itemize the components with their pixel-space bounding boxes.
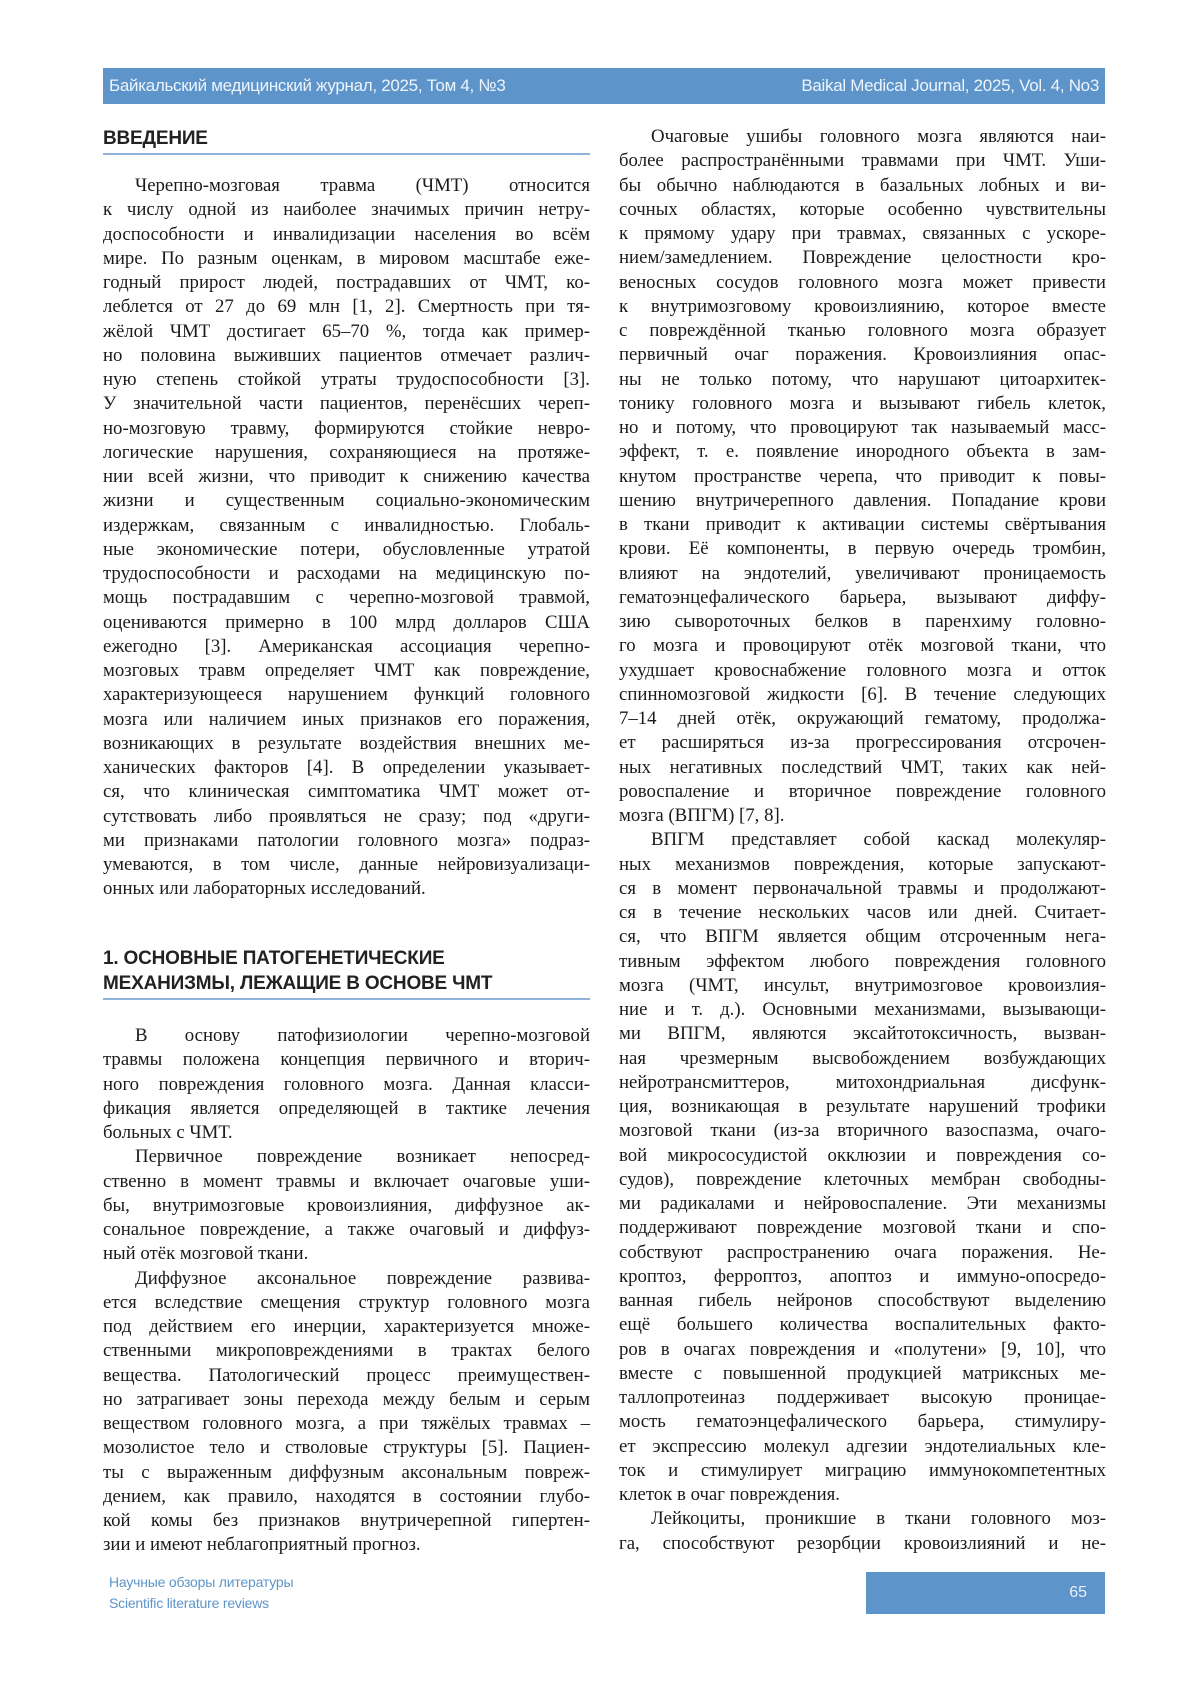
text-line: веществом головного мозга, а при тяжёлых травмах –	[103, 1413, 590, 1434]
paragraph	[103, 1267, 590, 1558]
text-line: ные экономические потери, обусловленные утратой	[103, 538, 590, 560]
text-line: мозговых травм определяет ЧМТ как повреждение,	[103, 660, 590, 681]
text-line: нии всей жизни, что приводит к снижению качества	[103, 466, 590, 487]
text-line: но половина выживших пациентов отмечает различ-	[103, 344, 590, 366]
text-line: ся в течение нескольких часов или дней. Считает-	[619, 902, 1106, 923]
text-line: зии и имеют неблагоприятный прогноз.	[103, 1534, 421, 1556]
page-number: 65	[1069, 1584, 1087, 1601]
text-line: Черепно-мозговая травма (ЧМТ) относится	[135, 175, 590, 196]
text-line: сутствовать либо проявляться не сразу; под «други-	[103, 805, 590, 827]
text-line: сочных областях, которые особенно чувствительны	[619, 198, 1106, 220]
text-line: возникающих в результате воздействия внешних ме-	[103, 732, 590, 754]
text-line: ную степень стойкой утраты трудоспособности [3].	[103, 369, 590, 390]
paragraph	[103, 1024, 590, 1145]
text-line: ет расширяться из-за прогрессирования отсрочен-	[619, 732, 1106, 754]
text-line: с повреждённой тканью головного мозга образует	[619, 320, 1106, 341]
text-line: фикация является определяющей в тактике лечения	[103, 1097, 590, 1119]
text-line: ственными микроповреждениями в трактах белого	[103, 1340, 590, 1362]
text-line: мозговой ткани (из-за вторичного вазоспазма, очаго-	[619, 1120, 1106, 1142]
text-line: эффект, т. е. появление инородного объекта в зам-	[619, 441, 1106, 463]
text-line: дением, как правило, находятся в состоянии глубо-	[103, 1485, 590, 1507]
text-line: ся, что ВПГМ является общим отсроченным нега-	[619, 926, 1106, 948]
text-line: жизни и существенным социально-экономическим	[103, 490, 590, 512]
text-line: ты с выраженным диффузным аксональным повреж-	[103, 1461, 590, 1483]
paragraph	[619, 1507, 1106, 1556]
text-line: умеваются, в том числе, данные нейровизуализаци-	[103, 854, 590, 875]
text-line: в ткани приводит к активации системы свёртывания	[619, 514, 1106, 535]
text-line: ми радикалами и нейровоспаление. Эти механизмы	[619, 1193, 1106, 1214]
text-line: ми ВПГМ, являются эксайтотоксичность, вызван-	[619, 1023, 1106, 1045]
text-line: логические нарушения, сохраняющиеся на протяже-	[103, 441, 590, 463]
text-line: ция, возникающая в результате нарушений трофики	[619, 1096, 1106, 1117]
text-line: сональное повреждение, а также очаговый и диффуз-	[103, 1219, 590, 1240]
text-line: У значительной части пациентов, перенёсших череп-	[103, 393, 590, 415]
paragraph	[619, 828, 1106, 1507]
text-line: ных негативных последствий ЧМТ, таких как ней-	[619, 756, 1106, 778]
text-line: но затрагивает зоны перехода между белым и серым	[103, 1388, 590, 1410]
paragraph	[103, 1145, 590, 1266]
text-line: мозга (ВПГМ) [7, 8].	[619, 805, 785, 826]
text-line: к числу одной из наиболее значимых причин нетру-	[103, 199, 590, 221]
text-line: мозолистое тело и стволовые структуры [5]. Пациен-	[103, 1437, 590, 1459]
text-line: тонику головного мозга и вызывают гибель клеток,	[619, 392, 1106, 414]
text-line: доспособности и инвалидизации населения во всём	[103, 223, 590, 245]
text-line: больных с ЧМТ.	[103, 1122, 233, 1143]
intro-heading: ВВЕДЕНИЕ	[103, 126, 590, 155]
text-line: 7–14 дней отёк, окружающий гематому, продолжа-	[619, 708, 1106, 729]
text-line: ный отёк мозговой ткани.	[103, 1243, 309, 1265]
text-line: кнутом пространстве черепа, что приводит к повы-	[619, 465, 1106, 487]
section-heading	[103, 946, 590, 1000]
text-line: мире. По разным оценкам, в мировом масштабе еже-	[103, 247, 590, 269]
text-line: зию сывороточных белков в паренхиму головно-	[619, 611, 1106, 632]
text-line: ние и т. д.). Основными механизмами, вызывающи-	[619, 999, 1106, 1020]
text-line: издержкам, связанным с инвалидностью. Глобаль-	[103, 514, 590, 536]
text-line: поддерживают повреждение мозговой ткани и спо-	[619, 1217, 1106, 1239]
text-line: ров в очагах повреждения и «полутени» [9, 10], что	[619, 1338, 1106, 1360]
paragraph	[103, 174, 590, 902]
text-line: ственно в момент травмы и включает очаговые уши-	[103, 1170, 590, 1192]
text-line: но-мозговую травму, формируются стойкие невро-	[103, 417, 590, 439]
right-column-text	[619, 125, 1106, 1556]
text-line: ного повреждения головного мозга. Данная класси-	[103, 1073, 590, 1095]
footer-section	[109, 1572, 293, 1614]
section-heading-line: 1. ОСНОВНЫЕ ПАТОГЕНЕТИЧЕСКИЕ	[103, 948, 445, 969]
text-line: ется вследствие смещения структур головного мозга	[103, 1291, 590, 1313]
text-line: ная чрезмерным высвобождением возбуждающих	[619, 1047, 1106, 1069]
text-line: клеток в очаг повреждения.	[619, 1484, 840, 1505]
text-line: гематоэнцефалического барьера, вызывают диффу-	[619, 586, 1106, 608]
text-line: мость гематоэнцефалического барьера, стимулиру-	[619, 1411, 1106, 1433]
text-line: крови. Её компоненты, в первую очередь тромбин,	[619, 538, 1106, 560]
text-line: мозга (ЧМТ, инсульт, внутримозговое кровоизлия-	[619, 974, 1106, 996]
text-line: ровоспаление и вторичное повреждение головного	[619, 780, 1106, 802]
footer-section-en: Scientific literature reviews	[109, 1595, 269, 1611]
text-line: ми признаками патологии головного мозга» подраз-	[103, 829, 590, 851]
text-line: вместе с повышенной продукцией матриксных ме-	[619, 1362, 1106, 1384]
paragraph	[619, 125, 1106, 828]
journal-title-en: Baikal Medical Journal, 2025, Vol. 4, No3	[801, 76, 1099, 95]
text-line: ухудшает кровоснабжение головного мозга и отток	[619, 659, 1106, 681]
text-line: характеризующееся нарушением функций головного	[103, 684, 590, 706]
text-line: трудоспособности и расходами на медицинскую по-	[103, 563, 590, 584]
text-line: нейротрансмиттеров, митохондриальная дисфунк-	[619, 1071, 1106, 1093]
text-line: травмы положена концепция первичного и вторич-	[103, 1049, 590, 1071]
text-line: вой микрососудистой окклюзии и повреждения со-	[619, 1144, 1106, 1166]
text-line: В основу патофизиологии черепно-мозговой	[135, 1025, 590, 1046]
text-line: ВПГМ представляет собой каскад молекуляр-	[651, 829, 1106, 851]
text-line: тивным эффектом любого повреждения головного	[619, 950, 1106, 972]
text-line: мозга или наличием иных признаков его поражения,	[103, 708, 590, 730]
text-line: ток и стимулирует миграцию иммунокомпетентных	[619, 1459, 1106, 1481]
text-line: леблется от 27 до 69 млн [1, 2]. Смертность при тя-	[103, 296, 590, 318]
section-heading-line: МЕХАНИЗМЫ, ЛЕЖАЩИЕ В ОСНОВЕ ЧМТ	[103, 973, 493, 994]
text-line: спинномозговой жидкости [6]. В течение следующих	[619, 683, 1106, 705]
text-line: Очаговые ушибы головного мозга являются наи-	[651, 126, 1106, 147]
text-line: более распространёнными травмами при ЧМТ. Уши-	[619, 150, 1106, 172]
text-line: к внутримозговому кровоизлиянию, которое вместе	[619, 295, 1106, 317]
text-line: бы, внутримозговые кровоизлияния, диффузное ак-	[103, 1194, 590, 1216]
text-line: влияют на эндотелий, увеличивают проницаемость	[619, 562, 1106, 584]
text-line: го мозга и провоцируют отёк мозговой ткани, что	[619, 635, 1106, 657]
journal-title-ru: Байкальский медицинский журнал, 2025, Том 4, №3	[109, 76, 506, 95]
text-line: ещё большего количества воспалительных факто-	[619, 1314, 1106, 1336]
text-line: оцениваются примерно в 100 млрд долларов США	[103, 611, 590, 633]
text-line: кроптоз, ферроптоз, апоптоз и иммуно-опосредо-	[619, 1265, 1106, 1287]
text-line: бы обычно наблюдаются в базальных лобных и ви-	[619, 174, 1106, 196]
text-line: мощь пострадавшим с черепно-мозговой травмой,	[103, 587, 590, 609]
text-line: ся, что клиническая симптоматика ЧМТ может от-	[103, 781, 590, 803]
section-text	[103, 1024, 590, 1558]
text-line: веносных сосудов головного мозга может привести	[619, 271, 1106, 293]
text-line: к прямому удару при травмах, связанных с ускоре-	[619, 223, 1106, 244]
text-line: шению внутричерепного давления. Попадание крови	[619, 489, 1106, 511]
text-line: жёлой ЧМТ достигает 65–70 %, тогда как пример-	[103, 320, 590, 342]
text-line: ных механизмов повреждения, которые запускают-	[619, 853, 1106, 875]
text-line: ет экспрессию молекул адгезии эндотелиальных кле-	[619, 1435, 1106, 1457]
text-line: га, способствуют резорбции кровоизлияний и не-	[619, 1532, 1106, 1554]
intro-text	[103, 174, 590, 902]
text-line: под действием его инерции, характеризуется множе-	[103, 1316, 590, 1337]
text-line: ны не только потому, что нарушают цитоархитек-	[619, 368, 1106, 390]
text-line: вещества. Патологический процесс преимуществен-	[103, 1364, 590, 1386]
text-line: таллопротеиназ поддерживает высокую проницае-	[619, 1387, 1106, 1408]
text-line: собствуют распространению очага поражения. Не-	[619, 1241, 1106, 1263]
page-number-box	[866, 1572, 1105, 1614]
text-line: ся в момент первоначальной травмы и продолжают-	[619, 877, 1106, 899]
text-line: но и потому, что провоцируют так называемый масс-	[619, 417, 1106, 438]
text-line: ханических факторов [4]. В определении указывает-	[103, 757, 590, 778]
text-line: ванная гибель нейронов способствуют выделению	[619, 1290, 1106, 1311]
running-header	[103, 68, 1105, 104]
footer-section-ru: Научные обзоры литературы	[109, 1574, 294, 1590]
text-line: нием/замедлением. Повреждение целостности кро-	[619, 247, 1106, 269]
text-line: Лейкоциты, проникшие в ткани головного моз-	[651, 1508, 1106, 1530]
text-line: годный прирост людей, пострадавших от ЧМТ, ко-	[103, 272, 590, 293]
text-line: судов), повреждение клеточных мембран свободны-	[619, 1168, 1106, 1190]
text-line: первичный очаг поражения. Кровоизлияния опас-	[619, 344, 1106, 366]
text-line: онных или лабораторных исследований.	[103, 878, 426, 900]
text-line: ежегодно [3]. Американская ассоциация черепно-	[103, 635, 590, 657]
text-line: Первичное повреждение возникает непосред-	[135, 1146, 590, 1168]
text-line: Диффузное аксональное повреждение развива-	[135, 1267, 590, 1289]
text-line: кой комы без признаков внутричерепной гипертен-	[103, 1510, 590, 1531]
